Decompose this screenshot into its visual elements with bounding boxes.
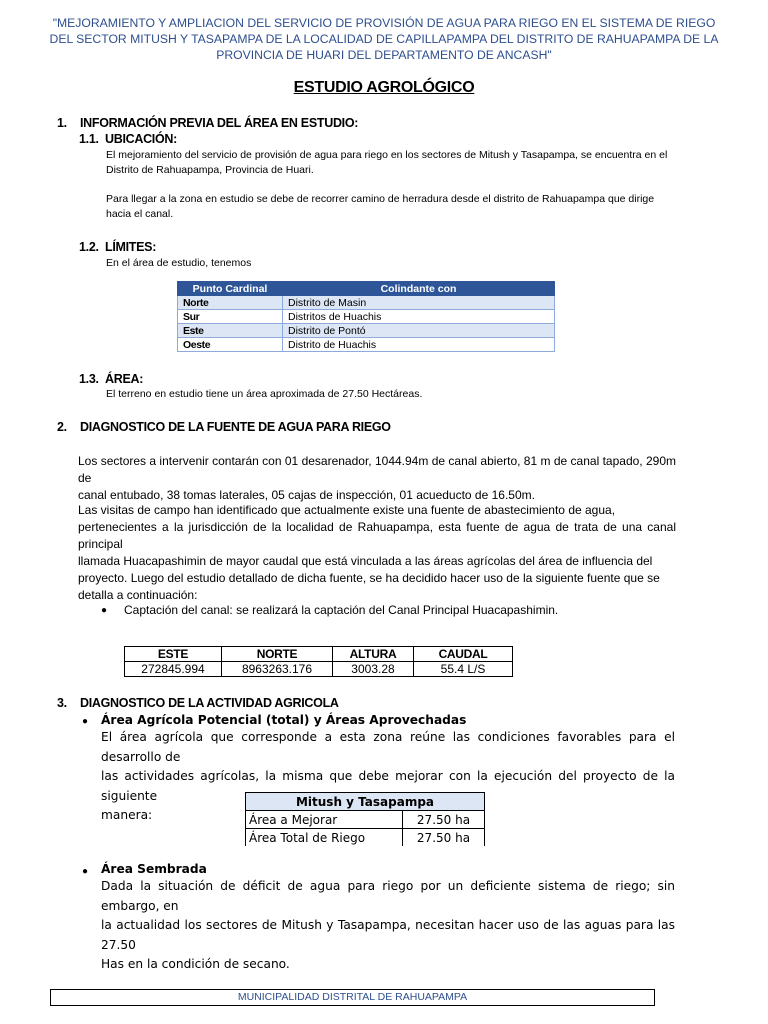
area-value: 27.50 ha [403,829,485,847]
table-row [246,811,485,829]
area-label: Área Total de Riego [246,829,403,847]
area-value: 27.50 ha [403,811,485,829]
cardinal-point: Norte [178,296,283,310]
column-header: NORTE [222,647,333,662]
caudal-value: 55.4 L/S [414,662,513,677]
text-line: hacia el canal. [106,208,174,220]
subsection-title: ÁREA: [105,372,144,386]
bullet-icon: ● [82,866,89,877]
water-source-coordinates-table [124,646,513,677]
section-title: DIAGNOSTICO DE LA ACTIVIDAD AGRICOLA [80,696,339,710]
section-2-paragraph-1 [78,453,676,504]
text-line: proyecto. Luego del estudio detallado de dicha fuente, se ha decidido hacer uso de la siguiente fuente que se [78,571,660,585]
text-line: las actividades agrícolas, la misma que debe mejorar con la ejecución del proyecto de la siguiente [101,769,675,803]
adjacent-district: Distrito de Huachis [283,338,555,352]
cardinal-point: Este [178,324,283,338]
section-number: 1. [57,116,67,130]
table-row [178,310,555,324]
area-text: El terreno en estudio tiene un área aproximada de 27.50 Hectáreas. [106,388,423,400]
text-line: Los sectores a intervenir contarán con 01 desarenador, 1044.94m de canal abierto, 81 m de canal tapado, 290m de [78,454,676,485]
area-sembrada-paragraph [101,877,675,975]
table-row [178,296,555,310]
limites-intro: En el área de estudio, tenemos [106,257,252,269]
este-value: 272845.994 [125,662,222,677]
text-line: Distrito de Rahuapampa, Provincia de Huari. [106,164,314,176]
text-line: llamada Huacapashimin de mayor caudal que está vinculada a las áreas agrícolas del área de influencia del [78,554,653,568]
adjacent-district: Distritos de Huachis [283,310,555,324]
text-line: pertenecientes a la jurisdicción de la localidad de Rahuapampa, esta fuente de agua de trata de una canal principal [78,520,676,551]
area-potencial-title: Área Agrícola Potencial (total) y Áreas Aprovechadas [101,713,467,727]
bullet-icon: ● [101,605,108,616]
subsection-title: UBICACIÓN: [105,132,177,146]
area-sembrada-title: Área Sembrada [101,862,207,876]
section-title: DIAGNOSTICO DE LA FUENTE DE AGUA PARA RIEGO [80,420,391,434]
subsection-number: 1.2. [79,240,99,254]
section-number: 3. [57,696,67,710]
section-2-paragraph-2 [78,502,676,604]
column-header: Colindante con [283,282,555,296]
captacion-bullet-text: Captación del canal: se realizará la captación del Canal Principal Huacapashimin. [124,603,559,617]
header-line: PROVINCIA DE HUARI DEL DEPARTAMENTO DE ANCASH" [216,48,552,62]
table-header-row [178,282,555,296]
area-label: Área a Mejorar [246,811,403,829]
table-header-row [246,793,485,811]
page-footer: MUNICIPALIDAD DISTRITAL DE RAHUAPAMPA [50,989,655,1006]
text-line: la actualidad los sectores de Mitush y Tasapampa, necesitan hacer uso de las aguas para las 27.50 [101,918,675,952]
cardinal-point: Sur [178,310,283,324]
text-line: Has en la condición de secano. [101,957,290,971]
column-header: ESTE [125,647,222,662]
column-header: Punto Cardinal [178,282,283,296]
text-line: detalla a continuación: [78,588,198,602]
text-line: Dada la situación de déficit de agua para riego por un deficiente sistema de riego; sin embargo, en [101,879,675,913]
section-number: 2. [57,420,67,434]
text-line: Para llegar a la zona en estudio se debe de recorrer camino de herradura desde el distrito de Rahuapampa que dirige [106,193,655,205]
column-header: ALTURA [333,647,414,662]
text-line: El área agrícola que corresponde a esta zona reúne las condiciones favorables para el desarrollo de [101,730,675,764]
cardinal-point: Oeste [178,338,283,352]
text-line: manera: [101,808,153,822]
document-header [40,15,728,63]
table-row [178,338,555,352]
adjacent-district: Distrito de Pontó [283,324,555,338]
limits-table [177,281,555,352]
altura-value: 3003.28 [333,662,414,677]
table-header-row [125,647,513,662]
table-row [125,662,513,677]
ubicacion-paragraph-1 [106,148,706,178]
section-title: INFORMACIÓN PREVIA DEL ÁREA EN ESTUDIO: [80,116,359,130]
header-line: DEL SECTOR MITUSH Y TASAPAMPA DE LA LOCALIDAD DE CAPILLAPAMPA DEL DISTRITO DE RAHUAPAMPA DE LA [49,32,719,46]
table-row [246,829,485,847]
text-line: El mejoramiento del servicio de provisión de agua para riego en los sectores de Mitush y Tasapampa, se encuentra en el [106,149,668,161]
subsection-title: LÍMITES: [105,240,157,254]
subsection-number: 1.3. [79,372,99,386]
bullet-icon: ● [82,716,89,727]
text-line: canal entubado, 38 tomas laterales, 05 cajas de inspección, 01 acueducto de 16.50m. [78,488,535,502]
table-header: Mitush y Tasapampa [246,793,485,811]
column-header: CAUDAL [414,647,513,662]
subsection-number: 1.1. [79,132,99,146]
areas-table [245,792,485,846]
norte-value: 8963263.176 [222,662,333,677]
page-title: ESTUDIO AGROLÓGICO [293,79,475,96]
ubicacion-paragraph-2 [106,192,706,222]
table-row [178,324,555,338]
adjacent-district: Distrito de Masin [283,296,555,310]
text-line: Las visitas de campo han identificado que actualmente existe una fuente de abastecimiento de agua, [78,503,616,517]
header-line: "MEJORAMIENTO Y AMPLIACION DEL SERVICIO DE PROVISIÓN DE AGUA PARA RIEGO EN EL SISTEMA DE RIEGO [52,16,716,30]
